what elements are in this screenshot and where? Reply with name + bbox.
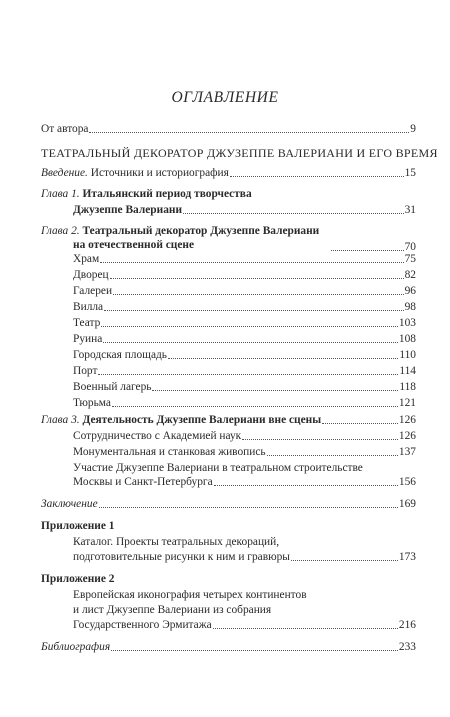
dot-leader bbox=[183, 213, 404, 214]
appendix-1-line1: Каталог. Проекты театральных декораций, bbox=[73, 536, 280, 548]
toc-entry-chapter-1: Джузеппе Валериани 31 bbox=[73, 204, 416, 216]
dot-leader bbox=[89, 132, 409, 133]
toc-item: Городская площадь 110 bbox=[73, 349, 416, 361]
toc-entry-appendix-2: Государственного Эрмитажа 216 bbox=[73, 619, 416, 631]
dot-leader bbox=[331, 250, 404, 251]
toc-entry-conclusion: Заключение 169 bbox=[41, 498, 416, 510]
chapter-1-line1: Глава 1. Итальянский период творчества bbox=[41, 188, 252, 200]
toc-item: Порт 114 bbox=[73, 365, 416, 377]
dot-leader bbox=[213, 628, 398, 629]
toc-item-line1: Участие Джузеппе Валериани в театральном строительстве bbox=[73, 462, 363, 474]
toc-entry-chapter-3: Глава 3. Деятельность Джузеппе Валериани вне сцены 126 bbox=[41, 414, 416, 426]
appendix-2-line1: Европейская иконография четырех континентов bbox=[73, 589, 307, 601]
toc-entry-appendix-1: подготовительные рисунки к ним и гравюры 173 bbox=[73, 551, 416, 563]
toc-item: Руина 108 bbox=[73, 333, 416, 345]
dot-leader bbox=[111, 650, 398, 651]
chapter-2-line1: Глава 2. Театральный декоратор Джузеппе Валериани bbox=[41, 225, 320, 237]
toc-entry-intro: Введение. Источники и историография 15 bbox=[41, 167, 416, 179]
appendix-1-heading: Приложение 1 bbox=[41, 520, 115, 532]
toc-item: Тюрьма 121 bbox=[73, 397, 416, 409]
chapter-2-line2: на отечественной сцене bbox=[73, 239, 195, 251]
toc-item: Монументальная и станковая живопись 137 bbox=[73, 446, 416, 458]
toc-entry-author: От автора 9 bbox=[41, 123, 416, 135]
dot-leader bbox=[291, 560, 398, 561]
toc-item: Галереи 96 bbox=[73, 285, 416, 297]
dot-leader bbox=[322, 423, 398, 424]
part-title: ТЕАТРАЛЬНЫЙ ДЕКОРАТОР ДЖУЗЕППЕ ВАЛЕРИАНИ И ЕГО ВРЕМЯ bbox=[41, 146, 438, 160]
appendix-2-heading: Приложение 2 bbox=[41, 573, 115, 585]
toc-item: Вилла 98 bbox=[73, 301, 416, 313]
toc-entry-bibliography: Библиография 233 bbox=[41, 641, 416, 653]
toc-entry-chapter-2: 70 bbox=[330, 240, 416, 254]
dot-leader bbox=[230, 176, 404, 177]
toc-item: Дворец 82 bbox=[73, 269, 416, 281]
page-title: ОГЛАВЛЕНИЕ bbox=[171, 89, 279, 106]
toc-item: Сотрудничество с Академией наук 126 bbox=[73, 430, 416, 442]
toc-item: Храм 75 bbox=[73, 253, 416, 265]
appendix-2-line2: и лист Джузеппе Валериани из собрания bbox=[73, 604, 272, 616]
dot-leader bbox=[99, 507, 398, 508]
toc-item: Театр 103 bbox=[73, 317, 416, 329]
toc-item: Москвы и Санкт-Петербурга 156 bbox=[73, 476, 416, 488]
toc-item: Военный лагерь 118 bbox=[73, 381, 416, 393]
